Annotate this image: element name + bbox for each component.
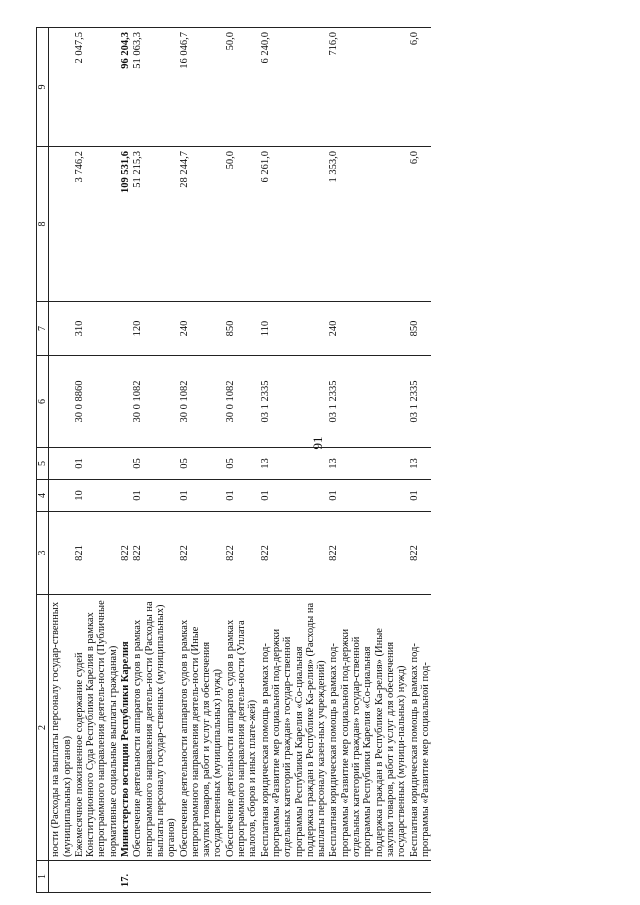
cell-subsection: 13	[327, 448, 407, 480]
row-description: Обеспечение деятельности аппаратов судов в рамках непрограммного направления деятель-ности (Иные закупки товаров, работ и услуг для обеспечения государственных (муниципальных) нужд)	[178, 595, 224, 861]
row-description: Обеспечение деятельности аппаратов судов в рамках непрограммного направления деятель-ности (Расходы на выплаты персоналу государ-ственных (муниципальных) органов)	[131, 595, 177, 861]
cell-amount-2: 6,0	[408, 28, 432, 147]
cell-ministry-code: 822	[119, 512, 131, 595]
cell-amount-2: 716,0	[327, 28, 407, 147]
cell-expense-type: 240	[178, 302, 224, 356]
cell-expense-type	[49, 302, 73, 356]
cell-ministry-code: 822	[327, 512, 407, 595]
cell-target-article: 03 1 2335	[408, 356, 432, 448]
row-index	[131, 861, 177, 893]
row-description: Министерство юстиции Республики Карелия	[119, 595, 131, 861]
cell-subsection: 05	[224, 448, 259, 480]
table-row	[131, 28, 177, 893]
cell-ministry-code: 822	[259, 512, 328, 595]
table-row	[119, 28, 131, 893]
cell-ministry-code	[49, 512, 73, 595]
col-header: 8	[37, 147, 49, 302]
cell-expense-type	[119, 302, 131, 356]
row-index	[73, 861, 119, 893]
cell-subsection: 13	[259, 448, 328, 480]
cell-target-article: 03 1 2335	[327, 356, 407, 448]
cell-section: 01	[259, 480, 328, 512]
header-row	[37, 28, 49, 893]
cell-amount-1	[49, 147, 73, 302]
col-header: 9	[37, 28, 49, 147]
cell-expense-type: 240	[327, 302, 407, 356]
cell-subsection	[119, 448, 131, 480]
row-index: 17.	[119, 861, 131, 893]
col-header: 7	[37, 302, 49, 356]
table-row	[224, 28, 259, 893]
cell-amount-2: 96 204,3	[119, 28, 131, 147]
cell-ministry-code: 822	[224, 512, 259, 595]
cell-target-article: 30 0 1082	[131, 356, 177, 448]
cell-amount-2: 51 063,3	[131, 28, 177, 147]
col-header: 6	[37, 356, 49, 448]
cell-target-article	[119, 356, 131, 448]
cell-section: 01	[408, 480, 432, 512]
cell-amount-1: 1 353,0	[327, 147, 407, 302]
table-row	[49, 28, 73, 893]
table-row	[408, 28, 432, 893]
table-body	[49, 28, 431, 893]
cell-subsection: 05	[131, 448, 177, 480]
cell-section	[49, 480, 73, 512]
table-row	[73, 28, 119, 893]
row-description: Бесплатная юридическая помощь в рамках под-программы «Развитие мер социальной под-держки отдельных категорий граждан» государ-ственной программы Республики Карелия «Со-циальная поддержка граждан в Республике Ка-релия» (Иные закупки товаров, работ и услуг для обеспечения государственных (муници-пальных) нужд)	[327, 595, 407, 861]
cell-amount-2: 16 046,7	[178, 28, 224, 147]
cell-amount-2: 6 240,0	[259, 28, 328, 147]
cell-expense-type: 110	[259, 302, 328, 356]
cell-section	[119, 480, 131, 512]
cell-amount-1: 51 215,3	[131, 147, 177, 302]
cell-target-article: 30 0 8860	[73, 356, 119, 448]
cell-target-article	[49, 356, 73, 448]
col-header: 5	[37, 448, 49, 480]
cell-ministry-code: 821	[73, 512, 119, 595]
cell-subsection	[49, 448, 73, 480]
row-index	[259, 861, 328, 893]
cell-expense-type: 850	[408, 302, 432, 356]
row-index	[49, 861, 73, 893]
page-number: 91	[310, 436, 325, 450]
budget-table-sheet	[36, 28, 626, 893]
cell-expense-type: 310	[73, 302, 119, 356]
cell-amount-2: 2 047,5	[73, 28, 119, 147]
cell-ministry-code: 822	[178, 512, 224, 595]
cell-amount-1: 28 244,7	[178, 147, 224, 302]
row-description: Бесплатная юридическая помощь в рамках под-программы «Развитие мер социальной под-	[408, 595, 432, 861]
cell-amount-1: 6 261,0	[259, 147, 328, 302]
cell-expense-type: 850	[224, 302, 259, 356]
cell-ministry-code: 822	[131, 512, 177, 595]
cell-amount-1: 6,0	[408, 147, 432, 302]
cell-amount-2	[49, 28, 73, 147]
cell-amount-1: 50,0	[224, 147, 259, 302]
cell-section: 01	[178, 480, 224, 512]
cell-target-article: 30 0 1082	[178, 356, 224, 448]
cell-amount-2: 50,0	[224, 28, 259, 147]
budget-table	[36, 27, 431, 893]
cell-expense-type: 120	[131, 302, 177, 356]
col-header: 1	[37, 861, 49, 893]
col-header: 3	[37, 512, 49, 595]
table-row	[259, 28, 328, 893]
cell-section: 01	[131, 480, 177, 512]
row-index	[224, 861, 259, 893]
cell-subsection: 13	[408, 448, 432, 480]
cell-section: 01	[224, 480, 259, 512]
cell-amount-1: 3 746,2	[73, 147, 119, 302]
row-index	[408, 861, 432, 893]
col-header: 2	[37, 595, 49, 861]
row-description: Обеспечение деятельности аппаратов судов в рамках непрограммного направления деятель-ности (Уплата налогов, сборов и иных плате-жей)	[224, 595, 259, 861]
row-description: Бесплатная юридическая помощь в рамках под-программы «Развитие мер социальной под-держки отдельных категорий граждан» государ-ственной программы Республики Карелия «Со-циальная поддержка граждан в Республике Ка-релия» (Расходы на выплаты персоналу казен-ных учреждений)	[259, 595, 328, 861]
row-description: Ежемесячное пожизненное содержание судей Конституционного Суда Республики Карелия в рамках непрограммного направления деятель-ности (Публичные нормативные социальные выплаты гражданам)	[73, 595, 119, 861]
cell-target-article: 30 0 1082	[224, 356, 259, 448]
row-index	[327, 861, 407, 893]
table-row	[327, 28, 407, 893]
cell-section: 01	[327, 480, 407, 512]
cell-subsection: 01	[73, 448, 119, 480]
cell-section: 10	[73, 480, 119, 512]
table-row	[178, 28, 224, 893]
cell-ministry-code: 822	[408, 512, 432, 595]
col-header: 4	[37, 480, 49, 512]
cell-subsection: 05	[178, 448, 224, 480]
cell-target-article: 03 1 2335	[259, 356, 328, 448]
row-description: ности (Расходы на выплаты персоналу государ-ственных (муниципальных) органов)	[49, 595, 73, 861]
row-index	[178, 861, 224, 893]
cell-amount-1: 109 531,6	[119, 147, 131, 302]
